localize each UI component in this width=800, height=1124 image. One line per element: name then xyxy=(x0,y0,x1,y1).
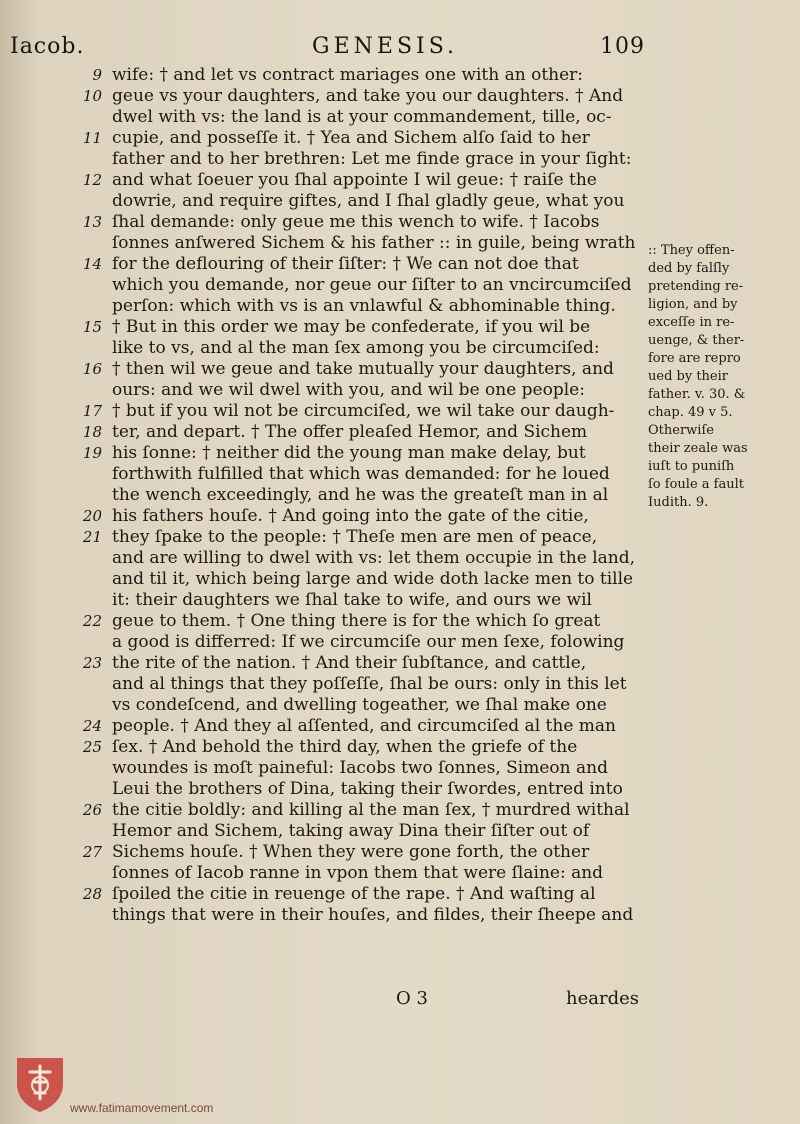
text-line xyxy=(78,317,648,338)
text-line xyxy=(78,422,648,443)
line-text: and what ſoeuer you ſhal appointe I wil geue: † raiſe the xyxy=(112,170,597,190)
text-line xyxy=(78,275,648,296)
line-text: Sichems houſe. † When they were gone forth, the other xyxy=(112,842,590,862)
line-text: ſonnes anſwered Sichem & his father :: in guile, being wrath xyxy=(112,233,636,253)
line-text: † But in this order we may be confederate, if you wil be xyxy=(112,317,591,337)
line-text: his fathers houſe. † And going into the gate of the citie, xyxy=(112,506,589,526)
text-line xyxy=(78,611,648,632)
text-line xyxy=(78,548,648,569)
verse-number: 12 xyxy=(82,171,102,189)
verse-number: 26 xyxy=(82,801,102,819)
text-line xyxy=(78,863,648,884)
page-number: 109 xyxy=(600,34,645,59)
line-text: ſonnes of Iacob ranne in vpon them that were ſlaine: and xyxy=(112,863,604,883)
catchword: heardes xyxy=(566,988,639,1009)
text-line xyxy=(78,212,648,233)
margin-note-line: ded by falſly xyxy=(648,261,730,276)
line-text: and are willing to dwel with vs: let them occupie in the land, xyxy=(112,548,636,568)
text-line xyxy=(78,296,648,317)
running-head-title: GENESIS. xyxy=(312,34,458,59)
text-line xyxy=(78,758,648,779)
line-text: perſon: which with vs is an vnlawful & abhominable thing. xyxy=(112,296,616,316)
line-text: dowrie, and require giftes, and I ſhal gladly geue, what you xyxy=(112,191,625,211)
text-line xyxy=(78,191,648,212)
text-line xyxy=(78,338,648,359)
fatima-seal-logo-icon xyxy=(13,1054,67,1114)
text-line xyxy=(78,779,648,800)
line-text: dwel with vs: the land is at your commandement, tille, oc- xyxy=(112,107,612,127)
line-text: people. † And they al aſſented, and circumciſed al the man xyxy=(112,716,616,736)
line-text: they ſpake to the people: † Theſe men are men of peace, xyxy=(112,527,598,547)
line-text: ours: and we wil dwel with you, and wil be one people: xyxy=(112,380,585,400)
line-text: the citie boldly: and killing al the man ſex, † murdred withal xyxy=(112,800,630,820)
line-text: the rite of the nation. † And their ſubſtance, and cattle, xyxy=(112,653,587,673)
text-line xyxy=(78,233,648,254)
text-line xyxy=(78,380,648,401)
verse-number: 27 xyxy=(82,843,102,861)
line-text: vs condeſcend, and dwelling togeather, we ſhal make one xyxy=(112,695,607,715)
text-line xyxy=(78,842,648,863)
text-line xyxy=(78,527,648,548)
text-line xyxy=(78,401,648,422)
line-text: father and to her brethren: Let me finde grace in your ſight: xyxy=(112,149,632,169)
verse-number: 22 xyxy=(82,612,102,630)
verse-number: 28 xyxy=(82,885,102,903)
verse-number: 13 xyxy=(82,213,102,231)
verse-number: 16 xyxy=(82,360,102,378)
text-line xyxy=(78,359,648,380)
margin-note-line: :: They offen- xyxy=(648,243,735,258)
main-text-column xyxy=(78,65,648,926)
text-line xyxy=(78,674,648,695)
text-line xyxy=(78,884,648,905)
verse-number: 11 xyxy=(82,129,102,147)
text-line xyxy=(78,590,648,611)
text-line xyxy=(78,149,648,170)
verse-number: 20 xyxy=(82,507,102,525)
line-text: for the deflouring of their ſiſter: † We can not doe that xyxy=(112,254,579,274)
text-line xyxy=(78,65,648,86)
line-text: which you demande, nor geue our ſiſter to an vncircumciſed xyxy=(112,275,632,295)
signature-mark: O 3 xyxy=(396,988,428,1009)
line-text: Hemor and Sichem, taking away Dina their ſiſter out of xyxy=(112,821,590,841)
running-head-left: Iacob. xyxy=(10,34,85,59)
text-line xyxy=(78,107,648,128)
line-text: geue to them. † One thing there is for the which ſo great xyxy=(112,611,601,631)
text-line xyxy=(78,254,648,275)
verse-number: 24 xyxy=(82,717,102,735)
text-line xyxy=(78,128,648,149)
line-text: like to vs, and al the man ſex among you be circumciſed: xyxy=(112,338,600,358)
verse-number: 21 xyxy=(82,528,102,546)
line-text: and til it, which being large and wide doth lacke men to tille xyxy=(112,569,634,589)
text-line xyxy=(78,695,648,716)
verse-number: 23 xyxy=(82,654,102,672)
line-text: wife: † and let vs contract mariages one with an other: xyxy=(112,65,584,85)
margin-note-line: ued by their xyxy=(648,369,728,384)
text-line xyxy=(78,632,648,653)
text-line xyxy=(78,443,648,464)
text-line xyxy=(78,506,648,527)
margin-note-line: Iudith. 9. xyxy=(648,495,709,510)
text-line xyxy=(78,821,648,842)
text-line xyxy=(78,569,648,590)
line-text: ſhal demande: only geue me this wench to wife. † Iacobs xyxy=(112,212,600,232)
line-text: geue vs your daughters, and take you our daughters. † And xyxy=(112,86,624,106)
line-text: it: their daughters we ſhal take to wife, and ours we wil xyxy=(112,590,592,610)
text-line xyxy=(78,464,648,485)
verse-number: 25 xyxy=(82,738,102,756)
margin-note-line: ſo foule a fault xyxy=(648,477,744,492)
line-text: a good is differred: If we circumciſe our men ſexe, folowing xyxy=(112,632,625,652)
margin-note-line: exceſſe in re- xyxy=(648,315,735,330)
verse-number: 14 xyxy=(82,255,102,273)
margin-note-line: iuſt to puniſh xyxy=(648,459,735,474)
margin-note-line: chap. 49 v 5. xyxy=(648,405,733,420)
verse-number: 19 xyxy=(82,444,102,462)
margin-note-line: ligion, and by xyxy=(648,297,738,312)
line-text: things that were in their houſes, and fildes, their ſheepe and xyxy=(112,905,634,925)
line-text: ſex. † And behold the third day, when the griefe of the xyxy=(112,737,578,757)
verse-number: 9 xyxy=(92,66,102,84)
line-text: and al things that they poſſeſſe, ſhal be ours: only in this let xyxy=(112,674,627,694)
text-line xyxy=(78,905,648,926)
margin-note-line: pretending re- xyxy=(648,279,744,294)
margin-note-line: Otherwiſe xyxy=(648,423,714,438)
line-text: woundes is moſt paineful: Iacobs two ſonnes, Simeon and xyxy=(112,758,608,778)
line-text: Leui the brothers of Dina, taking their ſwordes, entred into xyxy=(112,779,623,799)
verse-number: 15 xyxy=(82,318,102,336)
line-text: his ſonne: † neither did the young man make delay, but xyxy=(112,443,586,463)
margin-note-line: fore are repro xyxy=(648,351,741,366)
margin-note-line: their zeale was xyxy=(648,441,748,456)
text-line xyxy=(78,800,648,821)
verse-number: 17 xyxy=(82,402,102,420)
text-line xyxy=(78,716,648,737)
margin-note-line: father. v. 30. & xyxy=(648,387,746,402)
text-line xyxy=(78,86,648,107)
line-text: ter, and depart. † The offer pleaſed Hemor, and Sichem xyxy=(112,422,588,442)
text-line xyxy=(78,170,648,191)
text-line xyxy=(78,485,648,506)
margin-annotation xyxy=(648,242,790,512)
line-text: † but if you wil not be circumciſed, we wil take our daugh- xyxy=(112,401,615,421)
margin-note-line: uenge, & ther- xyxy=(648,333,745,348)
verse-number: 10 xyxy=(82,87,102,105)
text-line xyxy=(78,737,648,758)
website-watermark: www.fatimamovement.com xyxy=(70,1101,214,1115)
line-text: † then wil we geue and take mutually your daughters, and xyxy=(112,359,614,379)
text-line xyxy=(78,653,648,674)
line-text: the wench exceedingly, and he was the greateſt man in al xyxy=(112,485,609,505)
line-text: ſpoiled the citie in reuenge of the rape. † And waſting al xyxy=(112,884,596,904)
verse-number: 18 xyxy=(82,423,102,441)
line-text: cupie, and posseſſe it. † Yea and Sichem alſo ſaid to her xyxy=(112,128,590,148)
line-text: forthwith fulfilled that which was demanded: for he loued xyxy=(112,464,610,484)
